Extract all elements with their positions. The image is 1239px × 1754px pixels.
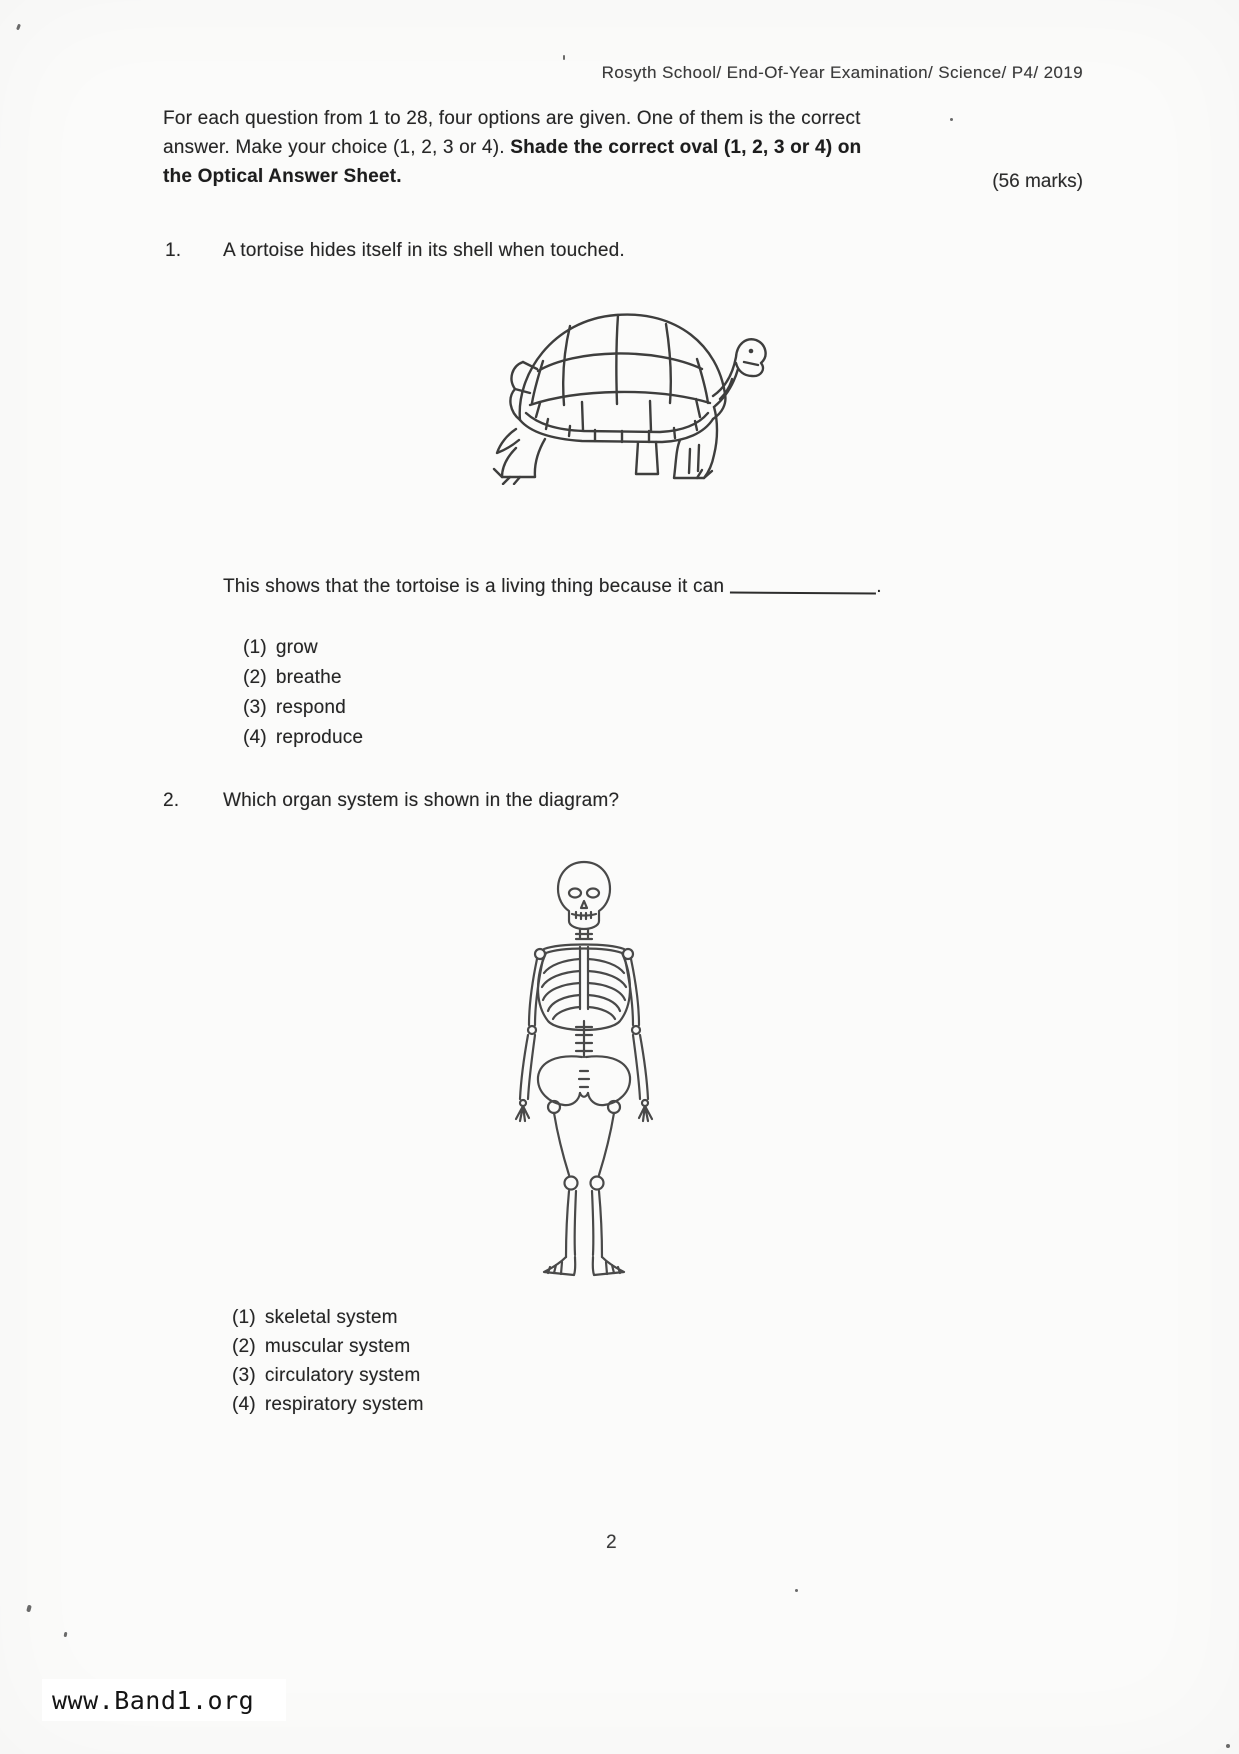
skeleton-illustration — [492, 857, 678, 1293]
page-number: 2 — [606, 1532, 617, 1553]
question-1-text: A tortoise hides itself in its shell when touched. — [223, 240, 625, 261]
question-1-number: 1. — [165, 240, 182, 261]
instructions-line-2-bold: Shade the correct oval (1, 2, 3 or 4) on — [510, 137, 862, 158]
q1-option-4: (4) reproduce — [243, 727, 364, 748]
q1-option-3: (3) respond — [243, 697, 346, 718]
instructions-line-3-bold: the Optical Answer Sheet. — [163, 166, 402, 187]
instructions-line-1: For each question from 1 to 28, four options are given. One of them is the correct — [163, 108, 861, 129]
marks-label: (56 marks) — [992, 171, 1083, 192]
question-1-followup-period: . — [876, 576, 882, 597]
question-1-options — [243, 633, 363, 753]
scan-artifact — [1226, 1744, 1230, 1748]
q1-option-2: (2) breathe — [243, 667, 342, 688]
instructions-line-2-regular: answer. Make your choice (1, 2, 3 or 4). — [163, 137, 505, 158]
q2-option-4: (4) respiratory system — [232, 1394, 424, 1415]
question-2-options — [232, 1303, 424, 1419]
q2-option-3: (3) circulatory system — [232, 1365, 421, 1386]
scan-artifact — [795, 1589, 798, 1592]
answer-blank-line — [730, 577, 876, 594]
q2-option-2: (2) muscular system — [232, 1336, 411, 1357]
tortoise-illustration — [450, 299, 772, 485]
scan-artifact — [950, 118, 953, 121]
instructions-line-2 — [163, 133, 861, 162]
question-1-followup — [223, 576, 882, 598]
scan-artifact — [64, 1632, 68, 1637]
exam-header: Rosyth School/ End-Of-Year Examination/ Science/ P4/ 2019 — [601, 63, 1083, 82]
q1-option-1: (1) grow — [243, 637, 318, 658]
question-1-followup-text: This shows that the tortoise is a living thing because it can — [223, 576, 725, 597]
watermark-box — [42, 1679, 286, 1721]
question-2-number: 2. — [163, 790, 180, 811]
scan-artifact — [26, 1605, 32, 1613]
instructions-block — [163, 104, 861, 191]
scan-artifact — [563, 55, 565, 60]
q2-option-1: (1) skeletal system — [232, 1307, 398, 1328]
scan-artifact — [16, 24, 21, 31]
question-2-text: Which organ system is shown in the diagram? — [223, 790, 620, 811]
watermark-text: www.Band1.org — [52, 1685, 255, 1715]
